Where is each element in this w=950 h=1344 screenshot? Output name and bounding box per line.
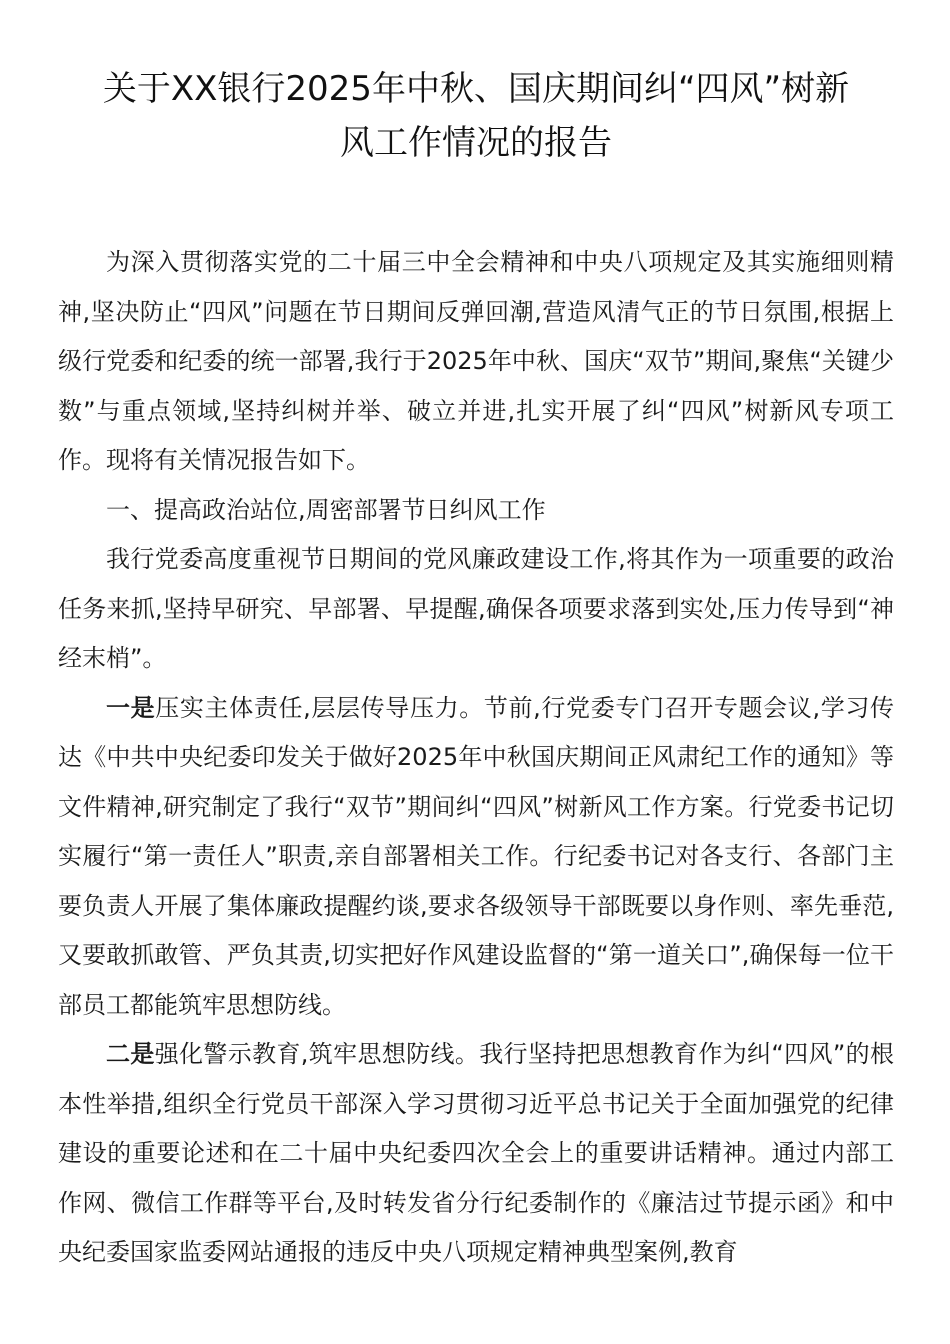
section-1-heading: 一、提高政治站位,周密部署节日纠风工作 bbox=[106, 495, 546, 524]
section-1-intro-paragraph: 我行党委高度重视节日期间的党风廉政建设工作,将其作为一项重要的政治任务来抓,坚持早研究、早部署、早提醒,确保各项要求落到实处,压力传导到“神经末梢”。 bbox=[58, 545, 894, 672]
title-line-1: 关于XX银行2025年中秋、国庆期间纠“四风”树新 bbox=[102, 69, 850, 109]
intro-paragraph: 为深入贯彻落实党的二十届三中全会精神和中央八项规定及其实施细则精神,坚决防止“四风”问题在节日期间反弹回潮,营造风清气正的节日氛围,根据上级行党委和纪委的统一部署,我行于2025年中秋、国庆“双节”期间,聚焦“关键少数”与重点领域,坚持纠树并举、破立并进,扎实开展了纠“四风”树新风专项工作。现将有关情况报告如下。 bbox=[58, 248, 894, 474]
document-title bbox=[58, 62, 894, 170]
point-1-text: 压实主体责任,层层传导压力。节前,行党委专门召开专题会议,学习传达《中共中央纪委印发关于做好2025年中秋国庆期间正风肃纪工作的通知》等文件精神,研究制定了我行“双节”期间纠“四风”树新风工作方案。行党委书记切实履行“第一责任人”职责,亲自部署相关工作。行纪委书记对各支行、各部门主要负责人开展了集体廉政提醒约谈,要求各级领导干部既要以身作则、率先垂范,又要敢抓敢管、严负其责,切实把好作风建设监督的“第一道关口”,确保每一位干部员工都能筑牢思想防线。 bbox=[58, 693, 894, 1019]
document-body bbox=[58, 238, 894, 1278]
point-2-lead: 二是 bbox=[106, 1040, 155, 1068]
point-2-text: 强化警示教育,筑牢思想防线。我行坚持把思想教育作为纠“四风”的根本性举措,组织全行党员干部深入学习贯彻习近平总书记关于全面加强党的纪律建设的重要论述和在二十届中央纪委四次全会上的重要讲话精神。通过内部工作网、微信工作群等平台,及时转发省分行纪委制作的《廉洁过节提示函》和中央纪委国家监委网站通报的违反中央八项规定精神典型案例,教育 bbox=[58, 1040, 895, 1266]
title-line-2: 风工作情况的报告 bbox=[340, 123, 612, 163]
document-page bbox=[58, 62, 894, 1278]
point-2-paragraph bbox=[58, 1030, 894, 1278]
point-1-lead: 一是 bbox=[106, 693, 156, 722]
point-1-paragraph bbox=[58, 684, 894, 1031]
